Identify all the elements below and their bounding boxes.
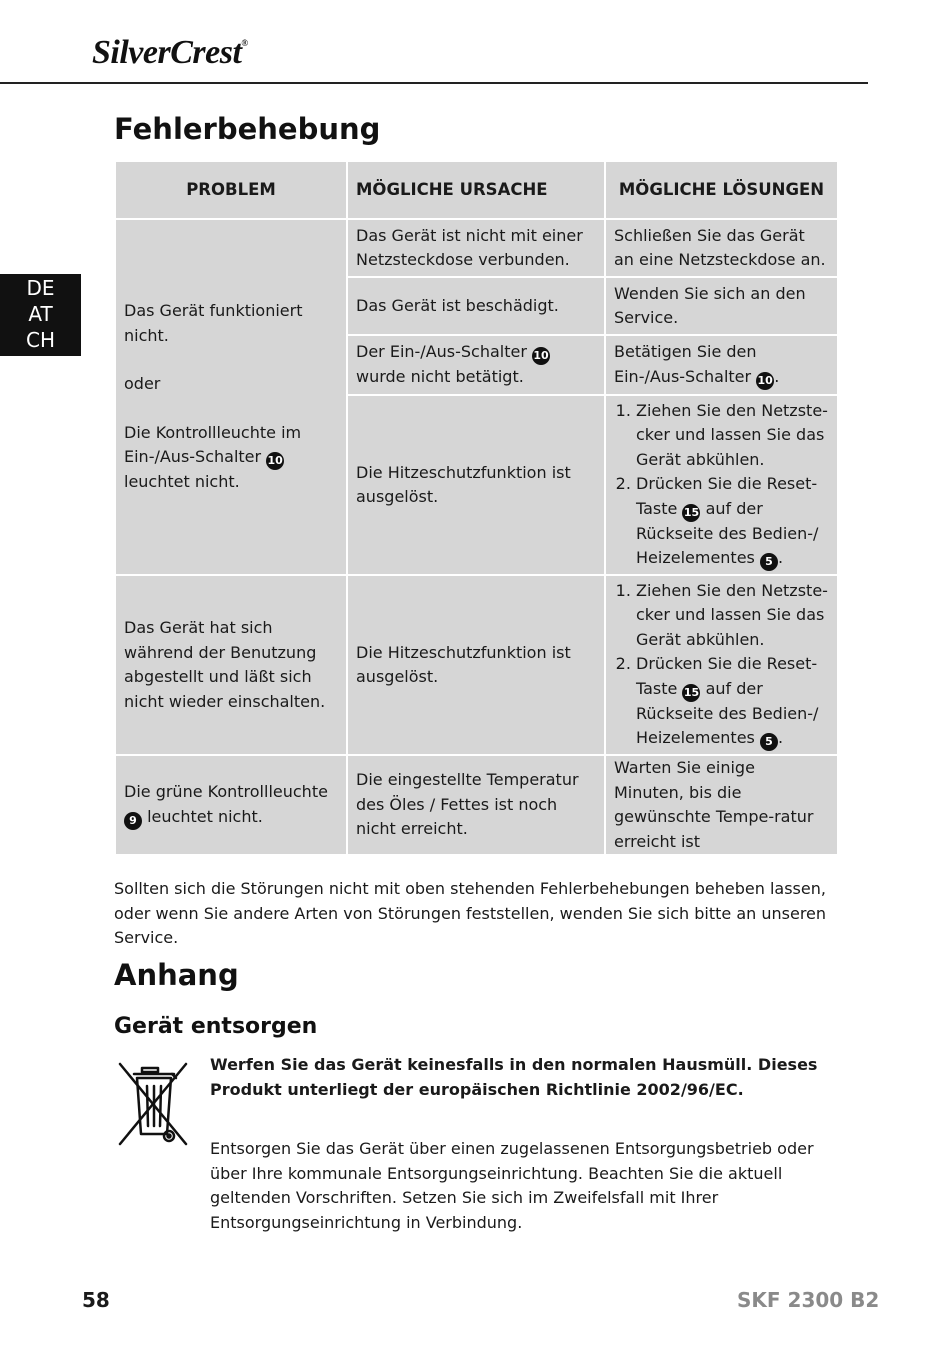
section-title-troubleshooting: Fehlerbehebung xyxy=(114,112,381,146)
cause-cell: Die Hitzeschutzfunktion ist ausgelöst. xyxy=(347,395,605,575)
solution-cell: Warten Sie einige Minuten, bis die gewünschte Tempe-ratur erreicht ist xyxy=(605,755,838,855)
problem-cell: Die grüne Kontrollleuchte 9 leuchtet nicht. xyxy=(115,755,347,855)
ref-number-10: 10 xyxy=(532,347,550,365)
cause-cell: Das Gerät ist nicht mit einer Netzsteckdose verbunden. xyxy=(347,219,605,277)
ref-number-15: 15 xyxy=(682,684,700,702)
solution-step: 2. Drücken Sie die Reset-Taste 15 auf der Rückseite des Bedien-/ Heizelementes 5 . xyxy=(636,652,829,751)
header-problem: PROBLEM xyxy=(115,161,347,219)
ref-number-5: 5 xyxy=(760,733,778,751)
problem-cell-device-not-working xyxy=(115,219,347,575)
ref-number-10: 10 xyxy=(756,372,774,390)
lang-at: AT xyxy=(28,302,53,326)
table-row xyxy=(115,575,838,755)
ref-number-9: 9 xyxy=(124,812,142,830)
solution-cell xyxy=(605,575,838,755)
solution-steps xyxy=(614,579,829,752)
ref-number-5: 5 xyxy=(760,553,778,571)
solution-cell: Wenden Sie sich an den Service. xyxy=(605,277,838,335)
brand-logo: SilverCrest® xyxy=(92,34,248,71)
solution-cell: Schließen Sie das Gerät an eine Netzsteckdose an. xyxy=(605,219,838,277)
ref-number-10: 10 xyxy=(266,452,284,470)
disposal-paragraph: Entsorgen Sie das Gerät über einen zugelassenen Entsorgungsbetrieb oder über Ihre kommunale Entsorgungseinrichtung. Beachten Sie die aktuell geltenden Vorschriften. Setzen Sie sich im Zweifelsfall mit Ihrer Entsorgungseinrichtung in Verbindung. xyxy=(210,1139,814,1232)
problem-or: oder xyxy=(124,374,161,394)
ref-number-15: 15 xyxy=(682,504,700,522)
problem-text: Das Gerät funktioniert nicht. xyxy=(124,301,303,345)
problem-cell: Das Gerät hat sich während der Benutzung abgestellt und läßt sich nicht wieder einschalten. xyxy=(115,575,347,755)
header-cause: MÖGLICHE URSACHE xyxy=(347,161,605,219)
section-title-appendix: Anhang xyxy=(114,958,239,992)
solution-cell: Betätigen Sie den Ein-/Aus-Schalter 10. xyxy=(605,335,838,395)
solution-step: 1. Ziehen Sie den Netzste-cker und lassen Sie das Gerät abkühlen. xyxy=(636,399,829,473)
lang-de: DE xyxy=(26,276,55,300)
solution-step: 1. Ziehen Sie den Netzste-cker und lassen Sie das Gerät abkühlen. xyxy=(636,579,829,653)
disposal-warning: Werfen Sie das Gerät keinesfalls in den normalen Hausmüll. Dieses Produkt unterliegt der europäischen Richtlinie 2002/96/EC. xyxy=(210,1055,818,1099)
cause-cell: Die Hitzeschutzfunktion ist ausgelöst. xyxy=(347,575,605,755)
model-number: SKF 2300 B2 xyxy=(737,1288,880,1312)
crossed-out-wheelie-bin-icon xyxy=(114,1056,194,1148)
subsection-title-disposal: Gerät entsorgen xyxy=(114,1014,318,1039)
table-row xyxy=(115,755,838,855)
problem-text-b: Die Kontrollleuchte im Ein-/Aus-Schalter 10 leuchtet nicht. xyxy=(124,422,302,492)
table-row xyxy=(115,219,838,277)
page-number: 58 xyxy=(82,1288,110,1312)
solution-step: 2. Drücken Sie die Reset-Taste 15 auf der Rückseite des Bedien-/ Heizelementes 5 . xyxy=(636,472,829,571)
cause-cell: Der Ein-/Aus-Schalter 10 wurde nicht betätigt. xyxy=(347,335,605,395)
header-rule xyxy=(0,82,868,84)
cause-cell: Das Gerät ist beschädigt. xyxy=(347,277,605,335)
lang-ch: CH xyxy=(25,328,55,352)
troubleshooting-table xyxy=(114,160,839,856)
cause-cell: Die eingestellte Temperatur des Öles / Fettes ist noch nicht erreicht. xyxy=(347,755,605,855)
table-header-row xyxy=(115,161,838,219)
service-paragraph: Sollten sich die Störungen nicht mit oben stehenden Fehlerbehebungen beheben lassen, oder wenn Sie andere Arten von Störungen feststellen, wenden Sie sich bitte an unseren Service. xyxy=(114,879,827,947)
solution-steps xyxy=(614,399,829,572)
language-tab xyxy=(0,274,81,356)
header-solution: MÖGLICHE LÖSUNGEN xyxy=(605,161,838,219)
solution-cell xyxy=(605,395,838,575)
